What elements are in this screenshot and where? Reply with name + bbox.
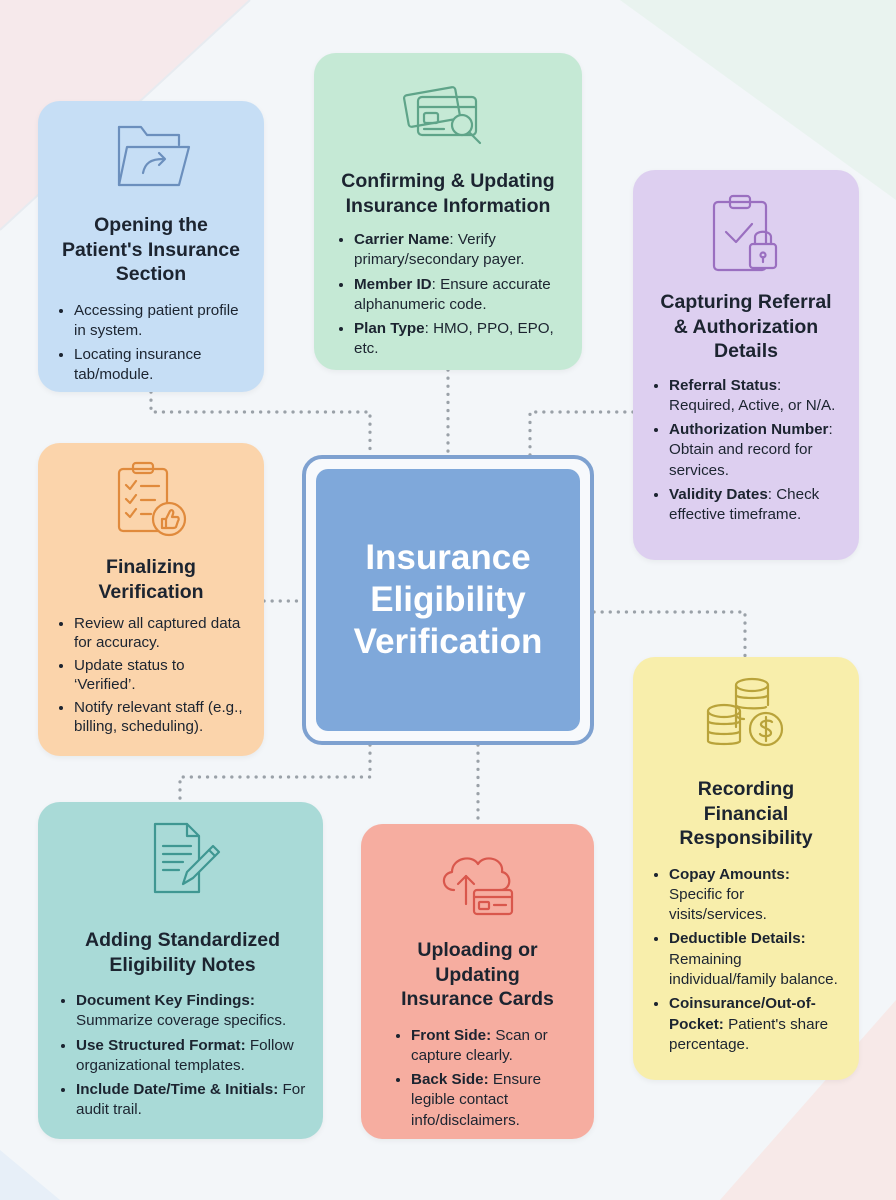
document-pen-icon — [143, 820, 223, 896]
card-notes-title: Adding Standardized Eligibility Notes — [85, 929, 280, 976]
card-finalizing-title: Finalizing Verification — [98, 556, 204, 603]
card-uploading-title: Uploading or Updating Insurance Cards — [401, 939, 554, 1010]
list-item: • Document Key Findings: Summarize coverage specifics. — [76, 991, 311, 1032]
card-opening-title: Opening the Patient's Insurance Section — [61, 214, 241, 285]
list-item: • Carrier Name: Verify primary/secondary payer. — [354, 230, 564, 271]
list-item: • Review all captured data for accuracy. — [74, 614, 250, 652]
card-financial-title: Recording Financial Responsibility — [679, 778, 813, 849]
list-item: • Coinsurance/Out-of-Pocket: Patient's share percentage. — [669, 994, 845, 1055]
card-adding-eligibility-notes — [38, 802, 323, 1139]
card-finalizing-verification — [38, 443, 264, 756]
folder-share-icon — [109, 119, 193, 191]
center-hub — [302, 455, 594, 745]
card-uploading-insurance-cards — [361, 824, 594, 1139]
center-hub-panel — [316, 469, 580, 731]
list-item: • Locating insurance tab/module. — [74, 345, 250, 386]
card-confirming-title: Confirming & Updating Insurance Information — [341, 170, 555, 217]
card-recording-financial-responsibility — [633, 657, 859, 1080]
list-item: • Update status to ‘Verified’. — [74, 656, 250, 694]
coins-dollar-icon — [704, 675, 788, 751]
card-referral-title: Capturing Referral & Authorization Details — [660, 291, 832, 362]
cards-magnifier-icon — [400, 71, 496, 151]
list-item: • Use Structured Format: Follow organizational templates. — [76, 1036, 311, 1077]
list-item: • Copay Amounts: Specific for visits/services. — [669, 865, 845, 926]
card-capturing-referral — [633, 170, 859, 560]
card-opening-insurance-section — [38, 101, 264, 392]
list-item: • Plan Type: HMO, PPO, EPO, etc. — [354, 319, 564, 360]
list-item: • Validity Dates: Check effective timeframe. — [669, 485, 845, 526]
list-item: • Notify relevant staff (e.g., billing, scheduling). — [74, 698, 250, 736]
cloud-upload-card-icon — [432, 840, 524, 920]
center-title: Insurance Eligibility Verification — [353, 538, 543, 661]
card-confirming-insurance-info — [314, 53, 582, 370]
list-item: • Referral Status: Required, Active, or N/A. — [669, 376, 845, 417]
list-item: • Member ID: Ensure accurate alphanumeric code. — [354, 275, 564, 316]
list-item: • Front Side: Scan or capture clearly. — [411, 1026, 580, 1067]
list-item: • Authorization Number: Obtain and record for services. — [669, 420, 845, 481]
list-item: • Accessing patient profile in system. — [74, 301, 250, 342]
clipboard-lock-icon — [706, 192, 786, 276]
list-item: • Include Date/Time & Initials: For audit trail. — [76, 1080, 311, 1121]
list-item: • Back Side: Ensure legible contact info/disclaimers. — [411, 1070, 580, 1131]
list-item: • Deductible Details: Remaining individual/family balance. — [669, 929, 845, 990]
checklist-thumbs-up-icon — [111, 459, 191, 539]
